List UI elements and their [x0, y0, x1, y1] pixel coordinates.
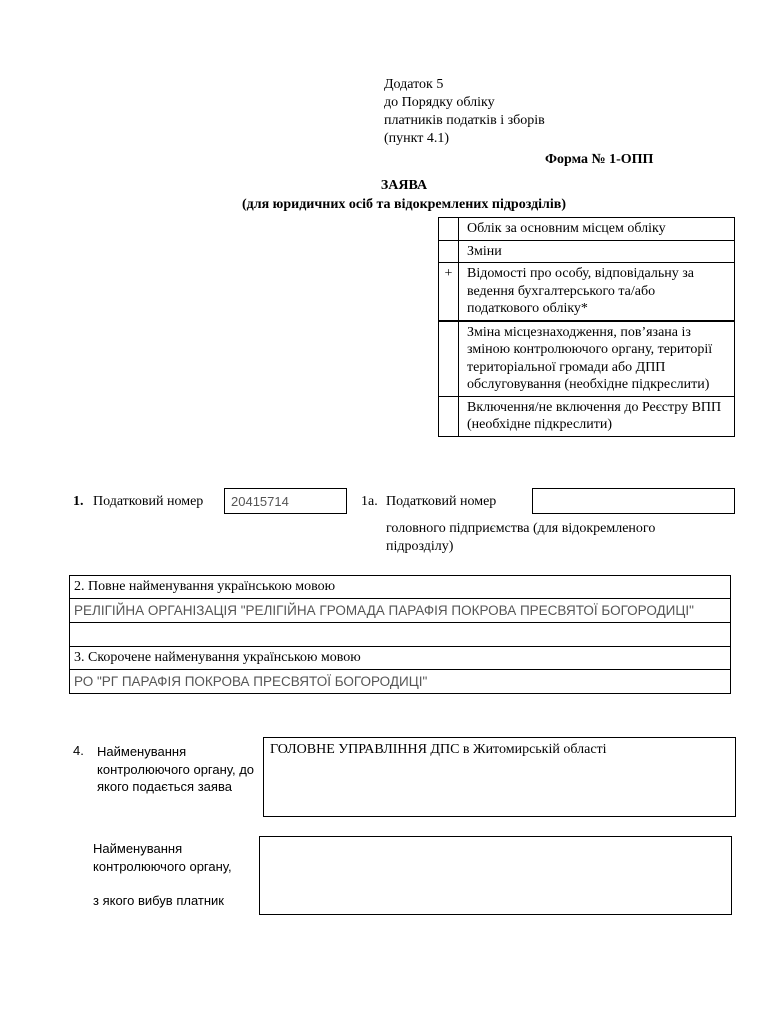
checkbox-cell[interactable] — [439, 218, 459, 241]
application-type-row — [439, 263, 735, 321]
table-row — [70, 670, 731, 694]
appendix-line-4: (пункт 4.1) — [384, 131, 450, 146]
empty-cell — [70, 623, 731, 647]
tax-number-label: Податковий номер — [93, 494, 204, 509]
authority-field[interactable]: ГОЛОВНЕ УПРАВЛІННЯ ДПС в Житомирській області — [263, 737, 736, 817]
short-name-label: 3. Скорочене найменування українською мовою — [70, 647, 731, 670]
section-1-number: 1. — [73, 494, 84, 509]
head-tax-number-label: Податковий номер — [386, 494, 497, 509]
application-type-row — [439, 396, 735, 436]
previous-authority-field[interactable] — [259, 836, 732, 915]
appendix-line-2: до Порядку обліку — [384, 95, 495, 110]
document-title: ЗАЯВА — [380, 178, 428, 193]
section-4-number: 4. — [73, 743, 84, 758]
application-type-label: Відомості про особу, відповідальну за ведення бухгалтерського та/або податкового обліку* — [459, 263, 735, 321]
application-type-label: Облік за основним місцем обліку — [459, 218, 735, 241]
head-tax-number-sublabel: головного підприємства (для відокремленого підрозділу) — [386, 521, 656, 554]
table-row — [70, 576, 731, 599]
appendix-line-3: платників податків і зборів — [384, 113, 545, 128]
authority-label: Найменування контролюючого органу, до якого подається заява — [97, 744, 255, 794]
application-type-label: Зміна місцезнаходження, пов’язана із зміною контролюючого органу, території територіальної громади або ДПП обслуговування (необхідне підкреслити) — [459, 321, 735, 397]
application-type-row — [439, 321, 735, 397]
application-type-label: Зміни — [459, 240, 735, 263]
document-subtitle: (для юридичних осіб та відокремлених підрозділів) — [241, 197, 567, 212]
name-table — [69, 575, 731, 694]
checkbox-cell[interactable] — [439, 396, 459, 436]
checkbox-cell[interactable] — [439, 240, 459, 263]
tax-number-field[interactable] — [224, 488, 347, 514]
full-name-field[interactable]: РЕЛІГІЙНА ОРГАНІЗАЦІЯ "РЕЛІГІЙНА ГРОМАДА ПАРАФІЯ ПОКРОВА ПРЕСВЯТОЇ БОГОРОДИЦІ" — [70, 599, 731, 623]
tax-number-value: 20415714 — [231, 494, 289, 509]
appendix-line-1: Додаток 5 — [384, 77, 444, 92]
section-1a-number: 1а. — [361, 494, 378, 509]
head-tax-number-field[interactable] — [532, 488, 735, 514]
previous-authority-label-2: з якого вибув платник — [93, 893, 224, 908]
application-type-label: Включення/не включення до Реєстру ВПП (необхідне підкреслити) — [459, 396, 735, 436]
checkbox-cell[interactable]: + — [439, 263, 459, 321]
appendix-header — [384, 76, 584, 148]
table-row — [70, 647, 731, 670]
full-name-label: 2. Повне найменування українською мовою — [70, 576, 731, 599]
application-type-table — [438, 217, 735, 437]
table-row — [70, 623, 731, 647]
checkbox-cell[interactable] — [439, 321, 459, 397]
table-row — [70, 599, 731, 623]
short-name-field[interactable]: РО "РГ ПАРАФІЯ ПОКРОВА ПРЕСВЯТОЇ БОГОРОДИЦІ" — [70, 670, 731, 694]
form-number: Форма № 1-ОПП — [545, 152, 654, 167]
application-type-row — [439, 218, 735, 241]
application-type-row — [439, 240, 735, 263]
previous-authority-label: Найменування контролюючого органу, — [93, 841, 232, 874]
